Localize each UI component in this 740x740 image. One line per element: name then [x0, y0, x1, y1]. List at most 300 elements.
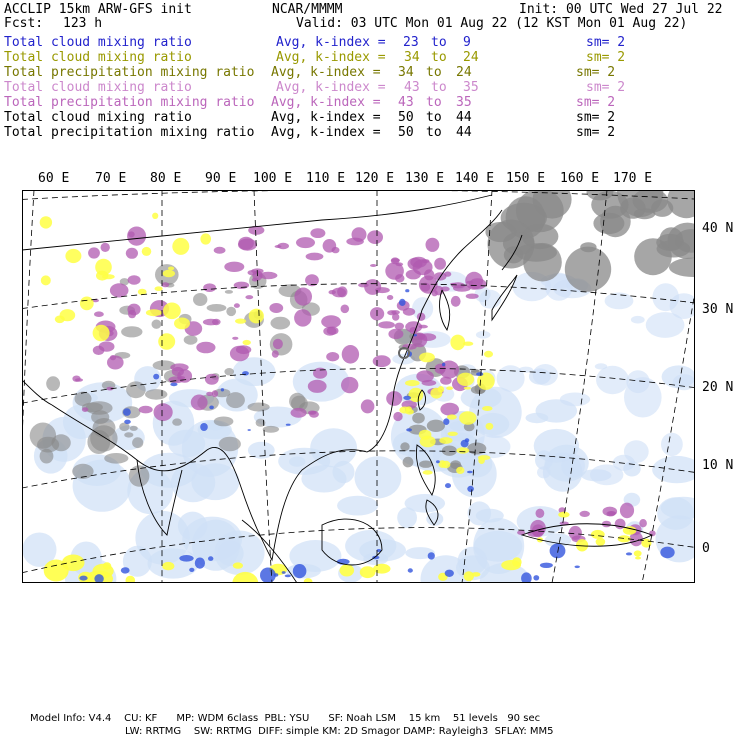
- purple-cloud-patch: [203, 283, 216, 292]
- blue-cloud-patch: [445, 570, 454, 577]
- purple-cloud-patch: [403, 308, 415, 316]
- forecast-label: Fcst:: [4, 16, 44, 31]
- field-avg-label: Avg, k-index =: [271, 125, 381, 140]
- field-avg-label: Avg, k-index =: [276, 50, 386, 65]
- field-k-from: 23: [403, 35, 419, 50]
- light-cloud-patch: [624, 440, 649, 463]
- gray-cloud-patch: [522, 224, 559, 249]
- yellow-cloud-patch: [446, 386, 453, 390]
- field-avg-label: Avg, k-index =: [271, 110, 381, 125]
- purple-cloud-patch: [424, 269, 434, 280]
- yellow-cloud-patch: [464, 571, 474, 581]
- gray-cloud-patch: [132, 437, 143, 448]
- yellow-cloud-patch: [457, 373, 474, 386]
- gray-cloud-patch: [152, 320, 162, 329]
- blue-cloud-patch: [124, 420, 131, 424]
- field-k-from: 50: [398, 110, 414, 125]
- yellow-cloud-patch: [478, 457, 485, 464]
- light-cloud-patch: [405, 494, 446, 513]
- blue-cloud-patch: [575, 566, 580, 569]
- purple-cloud-patch: [536, 509, 545, 518]
- purple-cloud-patch: [110, 283, 129, 297]
- purple-cloud-patch: [386, 391, 402, 406]
- yellow-cloud-patch: [405, 380, 420, 386]
- field-k-to: 9: [463, 35, 471, 50]
- gray-cloud-patch: [30, 423, 56, 449]
- yellow-cloud-patch: [456, 447, 469, 453]
- blue-cloud-patch: [189, 568, 194, 572]
- gray-cloud-patch: [225, 290, 233, 294]
- gray-cloud-patch: [93, 418, 116, 438]
- yellow-cloud-patch: [158, 333, 175, 349]
- yellow-cloud-patch: [340, 564, 355, 576]
- blue-cloud-patch: [79, 576, 87, 581]
- purple-cloud-patch: [275, 245, 282, 248]
- gray-cloud-patch: [172, 418, 182, 425]
- field-name: Total cloud mixing ratio: [4, 110, 192, 125]
- field-sm: sm= 2: [576, 110, 616, 125]
- yellow-cloud-patch: [65, 249, 81, 263]
- model-info-line2: LW: RRTMG SW: RRTMG DIFF: simple KM: 2D Smagor DAMP: Rayleigh3 SFLAY: MM5: [125, 726, 554, 737]
- yellow-cloud-patch: [596, 538, 606, 546]
- purple-cloud-patch: [342, 345, 359, 364]
- yellow-cloud-patch: [233, 562, 243, 568]
- purple-cloud-patch: [126, 248, 138, 259]
- gray-cloud-patch: [121, 326, 142, 337]
- field-to: to: [431, 35, 447, 50]
- yellow-cloud-patch: [512, 557, 522, 567]
- yellow-cloud-patch: [482, 406, 492, 411]
- field-k-from: 50: [398, 125, 414, 140]
- purple-cloud-patch: [416, 370, 434, 382]
- field-name: Total cloud mixing ratio: [4, 50, 192, 65]
- blue-cloud-patch: [208, 556, 213, 561]
- lat-label: 0: [702, 541, 710, 556]
- lon-label: 110 E: [306, 171, 346, 186]
- blue-cloud-patch: [467, 486, 474, 492]
- blue-cloud-patch: [406, 428, 412, 431]
- blue-cloud-patch: [153, 374, 159, 380]
- purple-cloud-patch: [308, 380, 327, 393]
- blue-cloud-patch: [121, 567, 130, 573]
- yellow-cloud-patch: [463, 342, 473, 346]
- purple-cloud-patch: [361, 399, 375, 413]
- field-sm: sm= 2: [586, 80, 626, 95]
- light-cloud-patch: [533, 364, 558, 386]
- blue-cloud-patch: [443, 418, 449, 425]
- purple-cloud-patch: [272, 350, 279, 357]
- lat-label: 40 N: [702, 221, 734, 236]
- purple-cloud-patch: [99, 341, 115, 351]
- purple-cloud-patch: [230, 346, 249, 362]
- lon-label: 140 E: [455, 171, 495, 186]
- purple-cloud-patch: [373, 355, 391, 367]
- forecast-hours: 123 h: [63, 16, 103, 31]
- light-cloud-patch: [646, 312, 685, 338]
- yellow-cloud-patch: [447, 414, 457, 419]
- yellow-cloud-patch: [93, 325, 110, 342]
- yellow-cloud-patch: [40, 216, 52, 228]
- blue-cloud-patch: [195, 558, 205, 569]
- purple-cloud-patch: [426, 238, 440, 252]
- field-k-from: 43: [404, 80, 420, 95]
- field-to: to: [426, 65, 442, 80]
- blue-cloud-patch: [209, 406, 214, 410]
- light-cloud-patch: [355, 456, 402, 498]
- purple-cloud-patch: [364, 279, 381, 295]
- light-cloud-patch: [191, 463, 239, 500]
- map-panel: [22, 190, 695, 583]
- lon-label: 170 E: [613, 171, 653, 186]
- purple-cloud-patch: [370, 264, 377, 267]
- purple-cloud-patch: [306, 253, 324, 261]
- yellow-cloud-patch: [102, 274, 115, 279]
- blue-cloud-patch: [285, 575, 291, 578]
- light-cloud-patch: [148, 548, 199, 578]
- lat-label: 10 N: [702, 458, 734, 473]
- gray-cloud-patch: [145, 389, 167, 400]
- purple-cloud-patch: [154, 403, 173, 421]
- blue-cloud-patch: [476, 372, 483, 376]
- gray-cloud-patch: [124, 432, 133, 437]
- blue-cloud-patch: [626, 552, 632, 555]
- field-avg-label: Avg, k-index =: [271, 65, 381, 80]
- field-sm: sm= 2: [586, 50, 626, 65]
- blue-cloud-patch: [248, 429, 251, 431]
- yellow-cloud-patch: [419, 353, 435, 363]
- gray-cloud-patch: [193, 293, 207, 306]
- yellow-cloud-patch: [442, 461, 451, 469]
- field-name: Total precipitation mixing ratio: [4, 125, 255, 140]
- purple-cloud-patch: [294, 288, 312, 306]
- yellow-cloud-patch: [430, 388, 442, 399]
- purple-cloud-patch: [378, 321, 395, 328]
- gray-cloud-patch: [427, 420, 445, 432]
- purple-cloud-patch: [234, 303, 240, 308]
- yellow-cloud-patch: [235, 319, 246, 324]
- purple-cloud-patch: [387, 295, 393, 300]
- field-to: to: [426, 95, 442, 110]
- yellow-cloud-patch: [172, 238, 189, 255]
- purple-cloud-patch: [406, 270, 421, 280]
- gray-cloud-patch: [400, 442, 409, 451]
- purple-cloud-patch: [139, 406, 153, 414]
- blue-cloud-patch: [442, 363, 445, 367]
- purple-cloud-patch: [214, 247, 226, 254]
- purple-cloud-patch: [396, 262, 404, 266]
- purple-cloud-patch: [465, 272, 483, 290]
- field-k-from: 34: [404, 50, 420, 65]
- field-k-to: 35: [463, 80, 479, 95]
- field-to: to: [431, 80, 447, 95]
- field-sm: sm= 2: [576, 65, 616, 80]
- lat-label: 20 N: [702, 380, 734, 395]
- blue-cloud-patch: [550, 544, 566, 559]
- yellow-cloud-patch: [168, 267, 174, 271]
- yellow-cloud-patch: [464, 387, 471, 390]
- yellow-cloud-patch: [635, 557, 641, 560]
- field-k-to: 24: [456, 65, 472, 80]
- purple-cloud-patch: [232, 337, 238, 340]
- gray-cloud-patch: [104, 453, 128, 464]
- light-cloud-patch: [526, 413, 549, 423]
- purple-cloud-patch: [310, 228, 325, 238]
- gray-cloud-patch: [565, 247, 611, 292]
- purple-cloud-patch: [245, 295, 253, 299]
- gray-cloud-patch: [248, 403, 270, 412]
- field-name: Total cloud mixing ratio: [4, 35, 192, 50]
- purple-cloud-patch: [388, 329, 403, 339]
- purple-cloud-patch: [466, 294, 479, 299]
- purple-cloud-patch: [203, 319, 219, 326]
- gray-cloud-patch: [271, 317, 291, 330]
- yellow-cloud-patch: [80, 297, 94, 311]
- field-avg-label: Avg, k-index =: [276, 80, 386, 95]
- field-avg-label: Avg, k-index =: [276, 35, 386, 50]
- purple-cloud-patch: [393, 412, 402, 421]
- blue-cloud-patch: [405, 289, 409, 292]
- purple-cloud-patch: [94, 311, 104, 317]
- yellow-cloud-patch: [41, 275, 51, 285]
- blue-cloud-patch: [123, 408, 131, 416]
- blue-cloud-patch: [408, 568, 413, 572]
- purple-cloud-patch: [128, 275, 141, 284]
- purple-cloud-patch: [296, 237, 315, 248]
- gray-cloud-patch: [403, 457, 414, 468]
- lon-label: 150 E: [506, 171, 546, 186]
- purple-cloud-patch: [273, 339, 283, 349]
- field-name: Total precipitation mixing ratio: [4, 95, 255, 110]
- purple-cloud-patch: [294, 309, 311, 326]
- purple-cloud-patch: [419, 333, 436, 341]
- light-cloud-patch: [560, 393, 590, 407]
- lon-label: 130 E: [405, 171, 445, 186]
- field-k-to: 24: [463, 50, 479, 65]
- purple-cloud-patch: [434, 258, 446, 270]
- purple-cloud-patch: [352, 227, 367, 242]
- purple-cloud-patch: [196, 342, 215, 354]
- gray-cloud-patch: [226, 307, 236, 316]
- lon-label: 80 E: [150, 171, 182, 186]
- purple-cloud-patch: [127, 304, 140, 316]
- yellow-cloud-patch: [634, 550, 642, 556]
- purple-cloud-patch: [615, 519, 626, 530]
- purple-cloud-patch: [88, 247, 100, 258]
- yellow-cloud-patch: [459, 411, 476, 424]
- lon-label: 100 E: [253, 171, 293, 186]
- yellow-cloud-patch: [591, 530, 605, 539]
- yellow-cloud-patch: [152, 213, 158, 219]
- lon-label: 90 E: [205, 171, 237, 186]
- purple-cloud-patch: [313, 368, 327, 379]
- yellow-cloud-patch: [450, 335, 465, 351]
- purple-cloud-patch: [580, 511, 590, 517]
- purple-cloud-patch: [75, 378, 83, 381]
- field-k-from: 34: [398, 65, 414, 80]
- light-cloud-patch: [476, 509, 504, 523]
- yellow-cloud-patch: [55, 316, 65, 324]
- blue-cloud-patch: [274, 573, 279, 576]
- purple-cloud-patch: [224, 262, 244, 272]
- yellow-cloud-patch: [558, 512, 569, 518]
- purple-cloud-patch: [392, 313, 399, 320]
- purple-cloud-patch: [620, 503, 634, 519]
- purple-cloud-patch: [191, 395, 208, 411]
- blue-cloud-patch: [660, 547, 674, 559]
- field-sm: sm= 2: [576, 125, 616, 140]
- yellow-cloud-patch: [373, 564, 390, 574]
- light-cloud-patch: [631, 316, 645, 324]
- purple-cloud-patch: [252, 278, 258, 282]
- purple-cloud-patch: [451, 296, 461, 307]
- purple-cloud-patch: [341, 377, 358, 393]
- blue-cloud-patch: [403, 396, 411, 400]
- yellow-cloud-patch: [162, 562, 174, 570]
- light-cloud-patch: [605, 293, 634, 310]
- field-k-from: 43: [398, 95, 414, 110]
- model-info-line1: Model Info: V4.4 CU: KF MP: WDM 6class PBL: YSU SF: Noah LSM 15 km 51 levels 90 sec: [30, 713, 541, 724]
- purple-cloud-patch: [332, 247, 340, 253]
- yellow-cloud-patch: [423, 470, 433, 474]
- purple-cloud-patch: [308, 411, 317, 415]
- source-label: NCAR/MMMM: [272, 2, 343, 17]
- gray-cloud-patch: [46, 376, 60, 391]
- blue-cloud-patch: [399, 299, 406, 306]
- gray-cloud-patch: [412, 413, 425, 424]
- purple-cloud-patch: [332, 288, 346, 298]
- yellow-cloud-patch: [243, 340, 251, 345]
- yellow-cloud-patch: [44, 560, 69, 582]
- purple-cloud-patch: [326, 352, 339, 361]
- yellow-cloud-patch: [163, 270, 175, 277]
- blue-cloud-patch: [260, 568, 276, 584]
- gray-cloud-patch: [442, 446, 457, 456]
- light-cloud-patch: [337, 496, 378, 516]
- init-time: Init: 00 UTC Wed 27 Jul 22: [519, 2, 723, 17]
- purple-cloud-patch: [410, 257, 427, 268]
- lat-label: 30 N: [702, 302, 734, 317]
- purple-cloud-patch: [269, 303, 283, 313]
- purple-cloud-patch: [206, 392, 213, 396]
- purple-cloud-patch: [291, 408, 307, 418]
- gray-cloud-patch: [214, 417, 234, 427]
- lon-label: 120 E: [355, 171, 395, 186]
- blue-cloud-patch: [461, 440, 469, 448]
- blue-cloud-patch: [540, 563, 553, 568]
- gray-cloud-patch: [130, 426, 138, 431]
- yellow-cloud-patch: [95, 259, 112, 276]
- field-name: Total cloud mixing ratio: [4, 80, 192, 95]
- purple-cloud-patch: [341, 305, 350, 314]
- yellow-cloud-patch: [420, 436, 436, 448]
- yellow-cloud-patch: [360, 566, 376, 578]
- purple-cloud-patch: [107, 356, 124, 370]
- blue-cloud-patch: [170, 383, 177, 387]
- yellow-cloud-patch: [484, 351, 493, 358]
- purple-cloud-patch: [82, 407, 88, 412]
- purple-cloud-patch: [162, 282, 170, 287]
- yellow-cloud-patch: [155, 286, 163, 291]
- gray-cloud-patch: [419, 461, 433, 468]
- gray-cloud-patch: [289, 393, 305, 410]
- yellow-cloud-patch: [174, 318, 190, 330]
- lon-label: 60 E: [38, 171, 70, 186]
- field-to: to: [426, 110, 442, 125]
- blue-cloud-patch: [282, 571, 286, 574]
- purple-cloud-patch: [177, 376, 185, 379]
- gray-cloud-patch: [207, 304, 227, 312]
- light-cloud-patch: [590, 464, 623, 485]
- blue-cloud-patch: [467, 471, 473, 473]
- purple-cloud-patch: [440, 403, 459, 416]
- light-cloud-patch: [168, 430, 205, 458]
- yellow-cloud-patch: [146, 309, 162, 316]
- light-cloud-patch: [310, 428, 357, 467]
- purple-cloud-patch: [603, 507, 618, 517]
- field-to: to: [431, 50, 447, 65]
- purple-cloud-patch: [321, 315, 341, 328]
- light-cloud-patch: [673, 374, 695, 390]
- yellow-cloud-patch: [486, 423, 494, 430]
- blue-cloud-patch: [221, 388, 224, 391]
- field-name: Total precipitation mixing ratio: [4, 65, 255, 80]
- light-cloud-patch: [497, 365, 525, 392]
- gray-cloud-patch: [219, 437, 241, 452]
- blue-cloud-patch: [200, 423, 208, 431]
- light-cloud-patch: [289, 457, 305, 467]
- yellow-cloud-patch: [406, 406, 412, 411]
- gray-cloud-patch: [126, 381, 146, 398]
- field-sm: sm= 2: [586, 35, 626, 50]
- purple-cloud-patch: [367, 230, 383, 244]
- purple-cloud-patch: [259, 272, 277, 279]
- field-k-to: 44: [456, 125, 472, 140]
- valid-time: Valid: 03 UTC Mon 01 Aug 22 (12 KST Mon 01 Aug 22): [296, 16, 688, 31]
- purple-cloud-patch: [177, 369, 192, 383]
- purple-cloud-patch: [395, 274, 404, 282]
- lon-label: 160 E: [560, 171, 600, 186]
- light-cloud-patch: [596, 366, 629, 394]
- field-avg-label: Avg, k-index =: [271, 95, 381, 110]
- blue-cloud-patch: [286, 424, 291, 426]
- gray-cloud-patch: [226, 392, 245, 408]
- light-cloud-patch: [537, 466, 551, 478]
- blue-cloud-patch: [436, 460, 440, 463]
- yellow-cloud-patch: [163, 303, 181, 320]
- purple-cloud-patch: [238, 237, 254, 250]
- gray-cloud-patch: [184, 335, 198, 345]
- blue-cloud-patch: [179, 555, 193, 562]
- blue-cloud-patch: [428, 552, 435, 559]
- light-cloud-patch: [624, 377, 662, 417]
- yellow-cloud-patch: [200, 233, 211, 244]
- yellow-cloud-patch: [409, 388, 424, 402]
- yellow-cloud-patch: [249, 309, 264, 324]
- purple-cloud-patch: [639, 519, 647, 527]
- light-cloud-patch: [661, 433, 683, 456]
- blue-cloud-patch: [445, 483, 451, 488]
- plot-title: ACCLIP 15km ARW-GFS init: [4, 2, 192, 17]
- gray-cloud-patch: [224, 368, 234, 375]
- purple-cloud-patch: [391, 258, 400, 262]
- field-sm: sm= 2: [576, 95, 616, 110]
- yellow-cloud-patch: [456, 467, 464, 474]
- blue-cloud-patch: [94, 574, 103, 583]
- field-to: to: [426, 125, 442, 140]
- purple-cloud-patch: [205, 374, 219, 385]
- gray-cloud-patch: [263, 426, 279, 433]
- blue-cloud-patch: [293, 564, 307, 578]
